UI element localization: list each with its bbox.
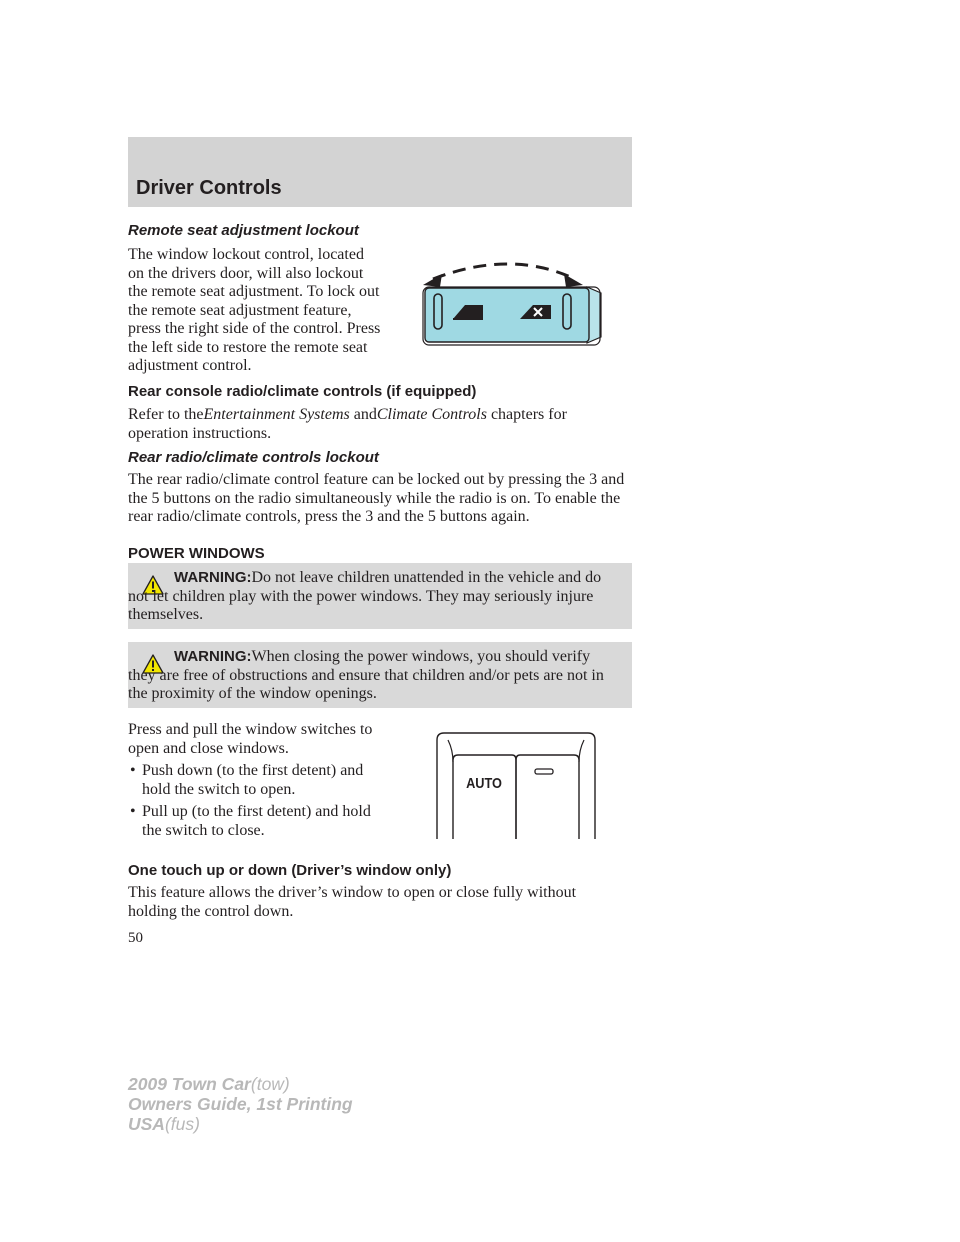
rear-console-text-before: Refer to the — [128, 406, 204, 423]
seat-lockout-paragraph: The window lockout control, located on the drivers door, will also lockout the remote seat adjustment. To lock out the remote seat adjustment feature, press the right side of the control. Press the left side to restore the remote seat adjustment control. — [128, 246, 381, 374]
page-number: 50 — [128, 930, 143, 946]
bullet-symbol: • — [130, 762, 136, 779]
warning-message: Do not leave children unattended in the vehicle and do not let children play with the power windows. They may seriously injure themselves. — [128, 569, 602, 623]
bullet-text: Pull up (to the first detent) and hold the switch to close. — [142, 803, 371, 839]
bullet-push-down — [128, 762, 378, 799]
one-touch-paragraph: This feature allows the driver’s window to open or close fully without holding the control down. — [128, 884, 577, 920]
footer-market-code: (fus) — [164, 1114, 200, 1134]
entertainment-systems-reference: Entertainment Systems — [203, 406, 350, 423]
warning-box-obstructions — [128, 642, 632, 708]
auto-label: AUTO — [466, 773, 502, 792]
seat-lockout-heading: Remote seat adjustment lockout — [128, 222, 359, 239]
climate-controls-reference: Climate Controls — [376, 406, 487, 423]
warning-text-obstructions — [128, 642, 632, 704]
bullet-text: Push down (to the first detent) and hold the switch to open. — [142, 762, 364, 798]
rear-console-paragraph — [128, 406, 628, 443]
rear-lockout-paragraph: The rear radio/climate control feature can be locked out by pressing the 3 and the 5 buttons on the radio simultaneously while the radio is on. To enable the rear radio/climate controls, press the 3 and the 5 buttons again. — [128, 471, 625, 525]
power-windows-intro: Press and pull the window switches to open and close windows. — [128, 721, 373, 757]
bullet-pull-up — [128, 803, 378, 840]
one-touch-heading: One touch up or down (Driver’s window only) — [128, 862, 452, 879]
rear-lockout-heading: Rear radio/climate controls lockout — [128, 449, 379, 466]
footer-market: USA — [128, 1114, 165, 1134]
bullet-symbol: • — [130, 803, 136, 820]
footer-line-2: Owners Guide, 1st Printing — [128, 1094, 353, 1114]
rear-console-text-after: chapters for operation instructions. — [128, 406, 567, 442]
footer-model: 2009 Town Car — [128, 1074, 251, 1094]
warning-box-children — [128, 563, 632, 629]
warning-text-children — [128, 563, 632, 625]
switch-indicator-light — [535, 769, 553, 774]
footer-line-3 — [128, 1114, 353, 1134]
section-title: Driver Controls — [136, 177, 282, 199]
window-switch-figure — [436, 732, 596, 840]
rear-console-heading: Rear console radio/climate controls (if equipped) — [128, 383, 477, 400]
footer-print-info — [128, 1074, 353, 1134]
power-windows-heading: POWER WINDOWS — [128, 545, 265, 562]
footer-line-1 — [128, 1074, 353, 1094]
warning-label: WARNING: — [174, 569, 252, 586]
warning-message: When closing the power windows, you should verify they are free of obstructions and ensure that children and/or pets are not in the proximity of the window openings. — [128, 648, 604, 702]
footer-model-code: (tow) — [250, 1074, 290, 1094]
window-lockout-control-figure — [415, 255, 615, 350]
rear-console-text-mid: and — [353, 406, 377, 423]
warning-label: WARNING: — [174, 648, 252, 665]
